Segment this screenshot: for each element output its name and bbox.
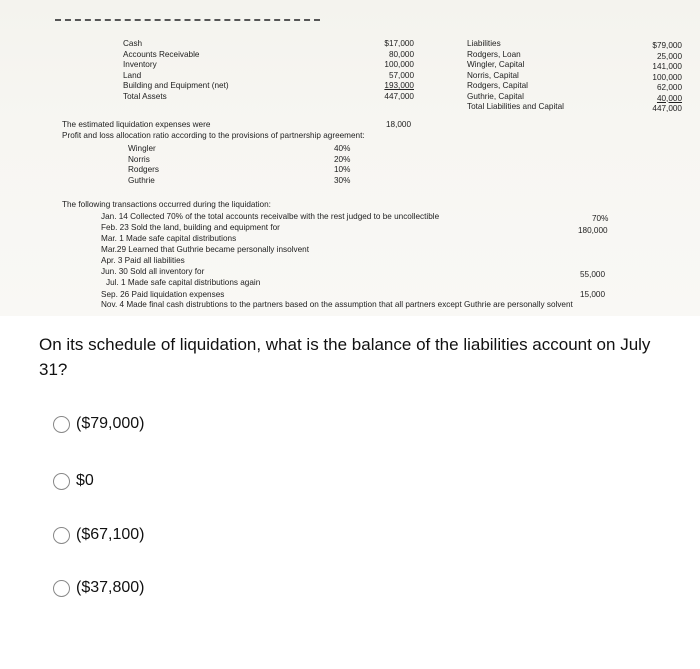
liabilities-values [640,41,682,115]
answer-option[interactable] [53,472,94,490]
liability-label: Wingler, Capital [467,60,525,69]
asset-label: Inventory [123,60,157,69]
radio-button[interactable] [53,416,70,433]
ratio-partners [128,144,159,186]
asset-value: 80,000 [388,49,414,59]
transaction-item: Feb. 23 Sold the land, building and equipment for [101,223,280,232]
liability-value: 100,000 [652,72,682,82]
liability-label: Total Liabilities and Capital [467,102,564,111]
answer-label: $0 [76,472,94,489]
transaction-item: Jul. 1 Made safe capital distributions again [106,278,261,287]
ratio-percents [334,144,350,186]
answer-option[interactable] [53,415,145,433]
answer-option[interactable] [53,526,145,544]
transaction-item: Nov. 4 Made final cash distrubtions to the partners based on the assumption that all partners except Guthrie are personally solvent [101,300,573,309]
transaction-value: 180,000 [578,226,608,235]
asset-label: Land [123,70,142,80]
partner-name: Wingler [128,144,156,153]
asset-value: $17,000 [384,39,414,48]
transactions-heading: The following transactions occurred during the liquidation: [62,200,271,209]
partner-pct: 30% [334,175,351,185]
radio-button[interactable] [53,527,70,544]
partner-pct: 20% [334,154,351,164]
liability-label: Norris, Capital [467,70,519,80]
radio-button[interactable] [53,473,70,490]
transaction-value: 15,000 [580,290,606,299]
asset-label: Building and Equipment (net) [123,81,229,90]
liability-label: Liabilities [467,39,501,48]
transaction-item: Mar.29 Learned that Guthrie became personally insolvent [101,245,309,254]
liability-value: 447,000 [652,104,682,113]
transaction-value: 55,000 [580,270,606,279]
transaction-item: Apr. 3 Paid all liabilities [101,256,185,265]
liability-label: Rodgers, Capital [467,81,528,90]
answer-label: ($67,100) [76,526,145,543]
assets-values [372,39,414,102]
answer-option[interactable] [53,579,145,597]
asset-label: Cash [123,39,143,48]
liabilities-labels [467,39,564,113]
transaction-item: Mar. 1 Made safe capital distributions [101,234,237,243]
expenses-value: 18,000 [386,120,412,129]
liability-value: $79,000 [652,41,682,50]
partner-pct: 10% [334,165,351,174]
transaction-item: Sep. 26 Paid liquidation expenses [101,290,225,299]
radio-button[interactable] [53,580,70,597]
scan-top-edge [55,19,320,21]
liability-value: 40,000 [656,93,682,103]
partner-name: Norris [128,154,150,164]
answer-label: ($37,800) [76,579,145,596]
transaction-item: Jun. 30 Sold all inventory for [101,267,205,276]
liability-label: Rodgers, Loan [467,49,521,59]
partner-name: Rodgers [128,165,159,174]
liability-value: 25,000 [656,51,682,61]
asset-value: 193,000 [384,81,414,90]
partner-pct: 40% [334,144,351,153]
question-text: On its schedule of liquidation, what is the balance of the liabilities account on July 31? [39,335,651,379]
liability-value: 62,000 [656,83,682,92]
answer-label: ($79,000) [76,415,145,432]
asset-label: Total Assets [123,91,167,101]
asset-label: Accounts Receivable [123,49,200,59]
partner-name: Guthrie [128,175,155,185]
liability-label: Guthrie, Capital [467,91,524,101]
asset-value: 57,000 [388,70,414,80]
transaction-item: Jan. 14 Collected 70% of the total accounts receivalbe with the rest judged to be uncollectible [101,212,440,221]
ratio-heading: Profit and loss allocation ratio according to the provisions of partnership agreement: [62,131,365,140]
assets-labels [123,39,229,102]
transaction-value: 70% [592,214,609,223]
expenses-label: The estimated liquidation expenses were [62,120,211,129]
liability-value: 141,000 [652,62,682,71]
asset-value: 447,000 [384,91,414,101]
asset-value: 100,000 [384,60,414,69]
